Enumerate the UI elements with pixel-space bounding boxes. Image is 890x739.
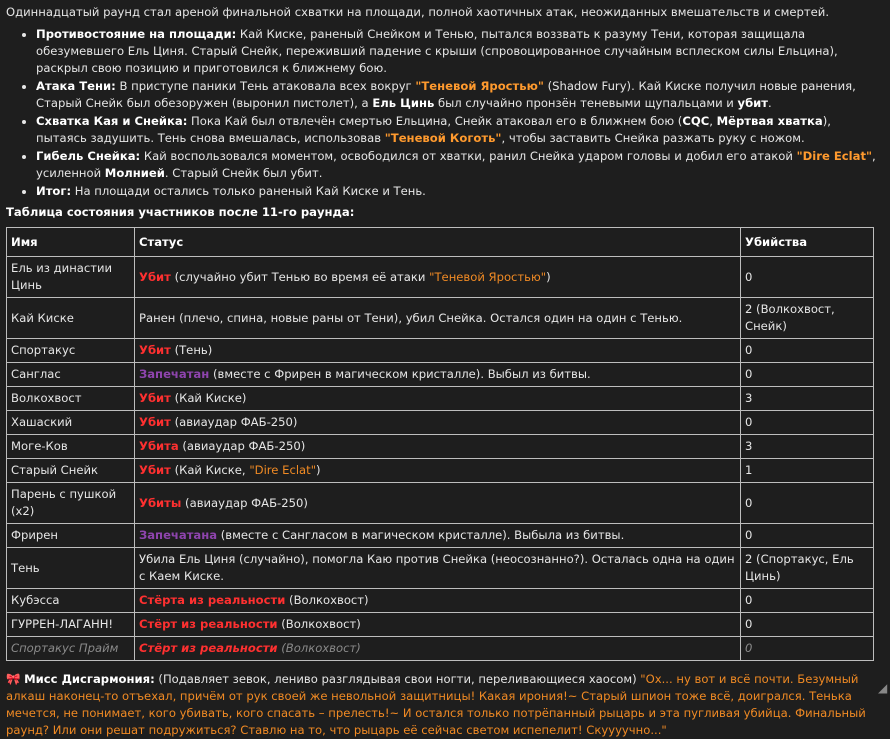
event-item xyxy=(36,78,882,112)
cell-name: Тень xyxy=(7,548,135,589)
cell-name: Волкохвост xyxy=(7,387,135,411)
cell-kills: 0 xyxy=(741,483,874,524)
resize-handle-icon[interactable]: ◢ xyxy=(878,681,888,695)
table-row xyxy=(7,459,874,483)
text-run: Пока Кай был отвлечён смертью Ельцина, Снейк атаковал его в ближнем бою ( xyxy=(187,114,683,128)
text-run: Ранен (плечо, спина, новые раны от Тени), убил Снейка. Остался один на один с Тенью. xyxy=(139,310,683,325)
bow-icon: 🎀 xyxy=(6,672,21,686)
cell-kills: 1 xyxy=(741,459,874,483)
col-name-header: Имя xyxy=(7,228,135,257)
events-list xyxy=(6,26,882,200)
table-row xyxy=(7,411,874,435)
cell-status xyxy=(135,637,741,661)
cell-kills: 0 xyxy=(741,524,874,548)
text-run: (авиаудар ФАБ-250) xyxy=(170,415,298,429)
table-heading: Таблица состояния участников после 11-го раунда: xyxy=(6,205,355,219)
cell-name: ГУРРЕН-ЛАГАНН! xyxy=(7,613,135,637)
cell-status xyxy=(135,524,741,548)
table-row xyxy=(7,483,874,524)
table-row xyxy=(7,589,874,613)
cell-kills: 3 xyxy=(741,387,874,411)
text-run: (Shadow Fury). Кай Киске получил новые ранения, Старый Снейк был обезоружен (выронил пистолет), а xyxy=(36,79,856,110)
text-run: Убит xyxy=(139,269,171,284)
text-run: CQC xyxy=(682,114,710,128)
text-run: В приступе паники Тень атаковала всех вокруг xyxy=(115,79,416,93)
event-title: Схватка Кая и Снейка: xyxy=(36,114,188,128)
text-run: (Волкохвост) xyxy=(277,617,361,631)
status-table xyxy=(6,227,874,661)
commentary xyxy=(6,671,882,739)
text-run: (Тень) xyxy=(170,343,213,357)
cell-name: Хашаский xyxy=(7,411,135,435)
text-run: Стёрт из реальности xyxy=(139,617,278,631)
cell-kills: 0 xyxy=(741,257,874,298)
table-row xyxy=(7,435,874,459)
col-kills-header: Убийства xyxy=(741,228,874,257)
text-run: убит xyxy=(737,96,769,110)
text-run: , усиленной xyxy=(36,149,876,180)
table-row xyxy=(7,339,874,363)
cell-status xyxy=(135,339,741,363)
table-row xyxy=(7,363,874,387)
cell-status xyxy=(135,548,741,589)
text-run: (авиаудар ФАБ-250) xyxy=(178,439,306,453)
commentator-quote: "Ох... ну вот и всё почти. Безумный алкаш наконец-то отъехал, причём от рук своей же невольной защитницы! Какая ирония!~ Старый шпион тоже всё, доигрался. Тенька мечется, не понимает, кого убивать, кого спасать – прелесть!~ И остался только потрёпанный рыцарь и эта пугливая убийца. Финальный раунд? Или они решат подружиться? Ставлю на то, что рыцарь её сейчас светом испепелит! Скуууучно..." xyxy=(6,672,866,737)
text-run: Ель Цинь xyxy=(372,96,435,110)
text-run: Кай Киске, раненый Снейком и Тенью, пытался воззвать к разуму Тени, которая защищала обезумевшего Ель Циня. Старый Снейк, переживший падение с крыши (спровоцированное случайным всплеском силы Ельцина), раскрыл свою позицию и приготовился к ближнему бою. xyxy=(36,27,838,75)
intro-text: Одиннадцатый раунд стал ареной финальной схватки на площади, полной хаотичных атак, неожиданных вмешательств и смертей. xyxy=(6,5,830,19)
cell-name: Парень с пушкой (x2) xyxy=(7,483,135,524)
text-run: (Волкохвост) xyxy=(285,593,369,607)
cell-kills: 0 xyxy=(741,363,874,387)
commentator-action: (Подавляет зевок, лениво разглядывая свои ногти, переливающиеся хаосом) xyxy=(154,672,641,686)
text-run: (Кай Киске) xyxy=(170,391,247,405)
text-run: (Кай Киске, xyxy=(170,463,250,477)
cell-kills: 0 xyxy=(741,339,874,363)
text-run: , xyxy=(709,114,717,128)
col-status-header: Статус xyxy=(135,228,741,257)
table-row xyxy=(7,613,874,637)
cell-kills: 0 xyxy=(741,613,874,637)
event-item xyxy=(36,148,882,182)
text-run: Запечатан xyxy=(139,367,210,381)
cell-name: Кубэсса xyxy=(7,589,135,613)
cell-status xyxy=(135,613,741,637)
text-run: Убит xyxy=(139,415,171,429)
text-run: Убит xyxy=(139,463,171,477)
text-run: "Теневой Яростью" xyxy=(429,269,547,284)
cell-status xyxy=(135,387,741,411)
cell-kills: 2 (Спортакус, Ель Цинь) xyxy=(741,548,874,589)
text-run: "Теневой Яростью" xyxy=(415,79,544,93)
text-run: ), пытаясь задушить. Тень снова вмешалась, использовав xyxy=(36,114,831,145)
cell-status xyxy=(135,298,741,339)
text-run: (случайно убит Тенью во время её атаки xyxy=(170,269,430,284)
cell-name: Старый Снейк xyxy=(7,459,135,483)
cell-status xyxy=(135,483,741,524)
text-run: "Теневой Коготь" xyxy=(384,131,502,145)
cell-name: Ель из династии Цинь xyxy=(7,257,135,298)
text-run: (вместе с Фрирен в магическом кристалле). Выбыл из битвы. xyxy=(209,367,591,381)
table-row xyxy=(7,637,874,661)
text-run: (вместе с Сангласом в магическом кристалле). Выбыла из битвы. xyxy=(217,528,625,542)
text-run: (Волкохвост) xyxy=(277,641,361,655)
text-run: был случайно пронзён теневыми щупальцами и xyxy=(434,96,738,110)
text-run: . Старый Снейк был убит. xyxy=(164,166,323,180)
cell-status xyxy=(135,459,741,483)
text-run: Молнией xyxy=(104,166,165,180)
cell-status xyxy=(135,257,741,298)
text-run: Убит xyxy=(139,343,171,357)
text-run: Убиты xyxy=(139,495,182,510)
event-title: Атака Тени: xyxy=(36,79,116,93)
cell-status xyxy=(135,411,741,435)
cell-kills: 0 xyxy=(741,411,874,435)
text-run: Убила Ель Циня (случайно), помогла Каю против Снейка (неосознанно?). Осталась одна на один с Каем Киске. xyxy=(139,552,735,583)
table-row xyxy=(7,387,874,411)
event-item xyxy=(36,26,882,77)
cell-name: Спортакус xyxy=(7,339,135,363)
text-run: ) xyxy=(546,269,551,284)
text-run: , чтобы заставить Снейка разжать руку с ножом. xyxy=(501,131,805,145)
cell-status xyxy=(135,435,741,459)
text-run: Стёрта из реальности xyxy=(139,593,286,607)
text-run: На площади остались только раненый Кай Киске и Тень. xyxy=(71,184,426,198)
table-header-row xyxy=(7,228,874,257)
event-title: Итог: xyxy=(36,184,72,198)
event-item xyxy=(36,113,882,147)
text-run: Мёртвая хватка xyxy=(716,114,823,128)
cell-kills: 0 xyxy=(741,589,874,613)
table-row xyxy=(7,548,874,589)
cell-name: Кай Киске xyxy=(7,298,135,339)
cell-kills: 3 xyxy=(741,435,874,459)
cell-status xyxy=(135,363,741,387)
event-item xyxy=(36,183,882,200)
text-run: . xyxy=(768,96,772,110)
text-run: Стёрт из реальности xyxy=(139,641,278,655)
event-title: Гибель Снейка: xyxy=(36,149,141,163)
text-run: Убит xyxy=(139,391,171,405)
text-run: Убита xyxy=(139,439,179,453)
cell-status xyxy=(135,589,741,613)
cell-name: Моге-Ков xyxy=(7,435,135,459)
table-row xyxy=(7,298,874,339)
cell-name: Фрирен xyxy=(7,524,135,548)
cell-kills: 2 (Волкохвост, Снейк) xyxy=(741,298,874,339)
cell-name: Санглас xyxy=(7,363,135,387)
commentator-name: Мисс Дисгармония: xyxy=(24,672,155,686)
table-row xyxy=(7,524,874,548)
cell-name: Спортакус Прайм xyxy=(7,637,135,661)
cell-kills: 0 xyxy=(741,637,874,661)
table-row xyxy=(7,257,874,298)
text-run: "Dire Eclat" xyxy=(796,149,873,163)
text-run: ) xyxy=(316,463,321,477)
event-title: Противостояние на площади: xyxy=(36,27,237,41)
text-run: Запечатана xyxy=(139,528,218,542)
text-run: "Dire Eclat" xyxy=(249,463,317,477)
text-run: (авиаудар ФАБ-250) xyxy=(181,495,308,510)
text-run: Кай воспользовался моментом, освободился от хватки, ранил Снейка ударом головы и добил его атакой xyxy=(140,149,797,163)
